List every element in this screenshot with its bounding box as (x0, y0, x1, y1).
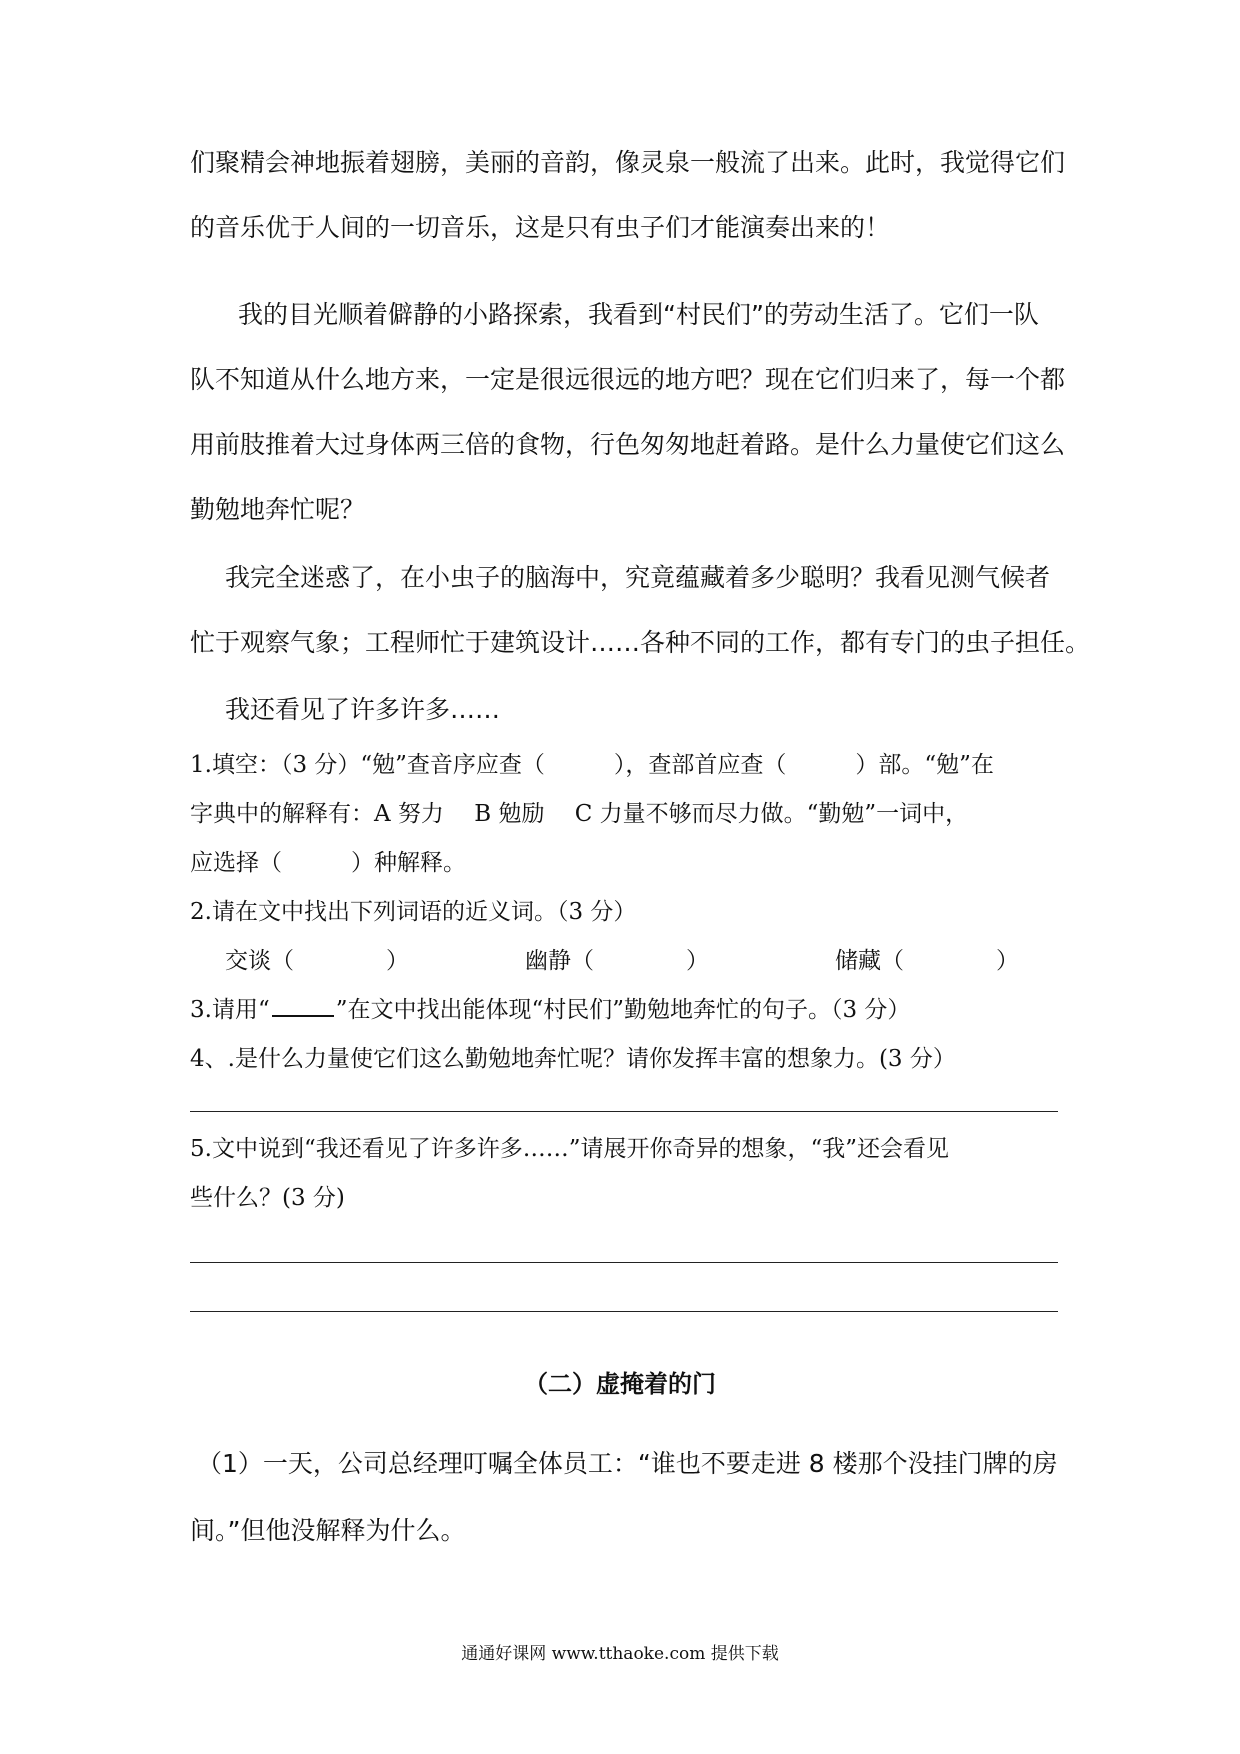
passage-line: 的音乐优于人间的一切音乐，这是只有虫子们才能演奏出来的！ (190, 213, 891, 242)
word-blank: 储藏（ ） (835, 948, 1019, 974)
question-3-prefix: 3.请用“ (190, 997, 270, 1023)
answer-line[interactable] (190, 1111, 1058, 1112)
word-blank: 幽静（ ） (525, 948, 709, 974)
answer-line[interactable] (190, 1262, 1058, 1263)
question-4: 4、.是什么力量使它们这么勤勉地奔忙呢？请你发挥丰富的想象力。(3 分） (190, 1046, 956, 1072)
answer-line[interactable] (190, 1311, 1058, 1312)
question-1-cont: 应选择（ ）种解释。 (190, 850, 466, 876)
passage-line: 们聚精会神地振着翅膀，美丽的音韵，像灵泉一般流了出来。此时，我觉得它们 (190, 148, 1066, 177)
question-5-cont: 些什么？(3 分) (190, 1185, 345, 1211)
passage-line: 用前肢推着大过身体两三倍的食物，行色匆匆地赶着路。是什么力量使它们这么 (190, 430, 1066, 459)
passage-line: 间。”但他没解释为什么。 (190, 1516, 466, 1545)
question-1: 1.填空：（3 分）“勉”查音序应查（ ），查部首应查（ ）部。“勉”在 (190, 752, 994, 778)
page-footer: 通通好课网 www.tthaoke.com 提供下载 (461, 1644, 779, 1664)
passage-line: 队不知道从什么地方来，一定是很远很远的地方吧？现在它们归来了，每一个都 (190, 365, 1066, 394)
word-blank: 交谈（ ） (225, 948, 409, 974)
passage-line: 忙于观察气象；工程师忙于建筑设计……各种不同的工作，都有专门的虫子担任。 (190, 628, 1091, 657)
question-2-words (225, 937, 1045, 986)
passage-line: 我的目光顺着僻静的小路探索，我看到“村民们”的劳动生活了。它们一队 (238, 300, 1039, 329)
question-3 (190, 986, 1070, 1035)
passage-line: 我完全迷惑了，在小虫子的脑海中，究竟蕴藏着多少聪明？我看见测气候者 (225, 563, 1051, 592)
question-3-suffix: ”在文中找出能体现“村民们”勤勉地奔忙的句子。（3 分） (335, 997, 911, 1023)
passage-line: 我还看见了许多许多…… (225, 695, 501, 724)
passage-line: 勤勉地奔忙呢？ (190, 495, 366, 524)
section-heading: （二）虚掩着的门 (524, 1369, 716, 1398)
underline-sample (272, 995, 334, 1017)
question-1-cont: 字典中的解释有：A 努力 B 勉励 C 力量不够而尽力做。“勤勉”一词中， (190, 801, 969, 827)
question-2: 2.请在文中找出下列词语的近义词。（3 分） (190, 899, 637, 925)
question-5: 5.文中说到“我还看见了许多许多……”请展开你奇异的想象，“我”还会看见 (190, 1136, 949, 1162)
passage-line: （1）一天，公司总经理叮嘱全体员工：“谁也不要走进 8 楼那个没挂门牌的房 (197, 1449, 1058, 1478)
